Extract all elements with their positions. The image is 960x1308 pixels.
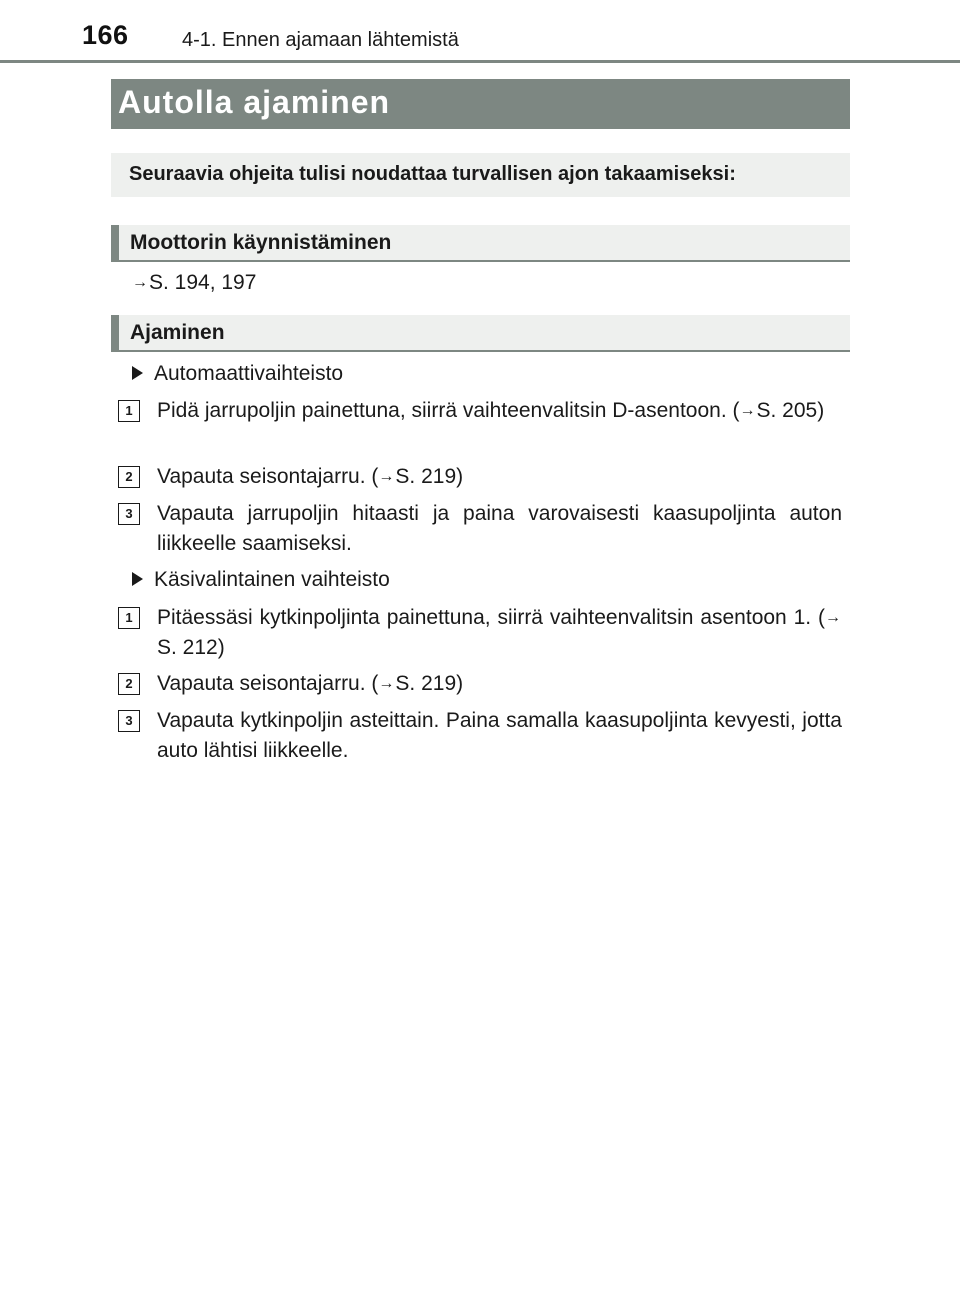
step-text <box>157 462 842 492</box>
intro-text: Seuraavia ohjeita tulisi noudattaa turvallisen ajon takaamiseksi: <box>129 163 736 185</box>
subheading-manual <box>132 568 390 592</box>
step-badge: 3 <box>118 710 140 732</box>
reference-text: S. 212 <box>157 636 218 659</box>
section-label: Ajaminen <box>130 321 225 344</box>
reference-text: S. 205 <box>756 399 818 422</box>
step-text-part: Pitäessäsi kytkinpoljinta painettuna, siirrä vaihteenvalitsin asentoon 1. ( <box>157 606 825 629</box>
page-reference-link[interactable] <box>378 465 456 488</box>
reference-text: S. 219 <box>395 465 457 488</box>
section-accent <box>111 315 119 350</box>
right-arrow-icon: → <box>378 468 395 485</box>
step-badge: 1 <box>118 400 140 422</box>
reference-text: S. 194, 197 <box>149 271 257 294</box>
right-arrow-icon: → <box>378 675 395 692</box>
reference-text: S. 219 <box>395 672 457 695</box>
intro-box <box>111 153 850 197</box>
triangle-bullet-icon <box>132 366 143 380</box>
right-arrow-icon: → <box>825 609 841 626</box>
step-text-part: Pidä jarrupoljin painettuna, siirrä vaihteenvalitsin D-asentoon. ( <box>157 399 740 422</box>
right-arrow-icon: → <box>739 402 756 419</box>
step-badge: 3 <box>118 503 140 525</box>
step-text-part: ) <box>817 399 825 422</box>
step-text <box>157 396 842 426</box>
step-text: Vapauta jarrupoljin hitaasti ja paina varovaisesti kaasupoljinta auton liikkeelle saamiseksi. <box>157 502 842 555</box>
step-text-part: ) <box>456 672 464 695</box>
step-text <box>157 603 842 663</box>
step-text: Vapauta kytkinpoljin asteittain. Paina samalla kaasupoljinta kevyesti, jotta auto lähtisi liikkeelle. <box>157 709 842 762</box>
step-badge: 1 <box>118 607 140 629</box>
triangle-bullet-icon <box>132 572 143 586</box>
header-rule <box>0 60 960 63</box>
page-reference-link[interactable] <box>739 399 817 422</box>
page-reference-link[interactable] <box>378 672 456 695</box>
step-badge: 2 <box>118 673 140 695</box>
step-text-part: ) <box>217 636 225 659</box>
page-number: 166 <box>82 20 129 50</box>
step-text <box>157 669 842 699</box>
page-title-bar <box>111 79 850 129</box>
step-text-part: Vapauta seisontajarru. ( <box>157 465 379 488</box>
section-heading-driving <box>111 315 850 352</box>
chapter-title: 4-1. Ennen ajamaan lähtemistä <box>182 29 459 51</box>
step-badge: 2 <box>118 466 140 488</box>
subheading-automatic <box>132 362 343 386</box>
section-label: Moottorin käynnistäminen <box>130 231 392 254</box>
step-text-part: Vapauta seisontajarru. ( <box>157 672 379 695</box>
subheading-label: Automaattivaihteisto <box>154 362 344 385</box>
section-accent <box>111 225 119 260</box>
start-engine-reference[interactable] <box>132 271 256 295</box>
subheading-label: Käsivalintainen vaihteisto <box>154 568 390 591</box>
section-heading-start-engine <box>111 225 850 262</box>
step-text-part: ) <box>456 465 464 488</box>
page-title: Autolla ajaminen <box>118 84 391 120</box>
right-arrow-icon: → <box>132 274 148 291</box>
